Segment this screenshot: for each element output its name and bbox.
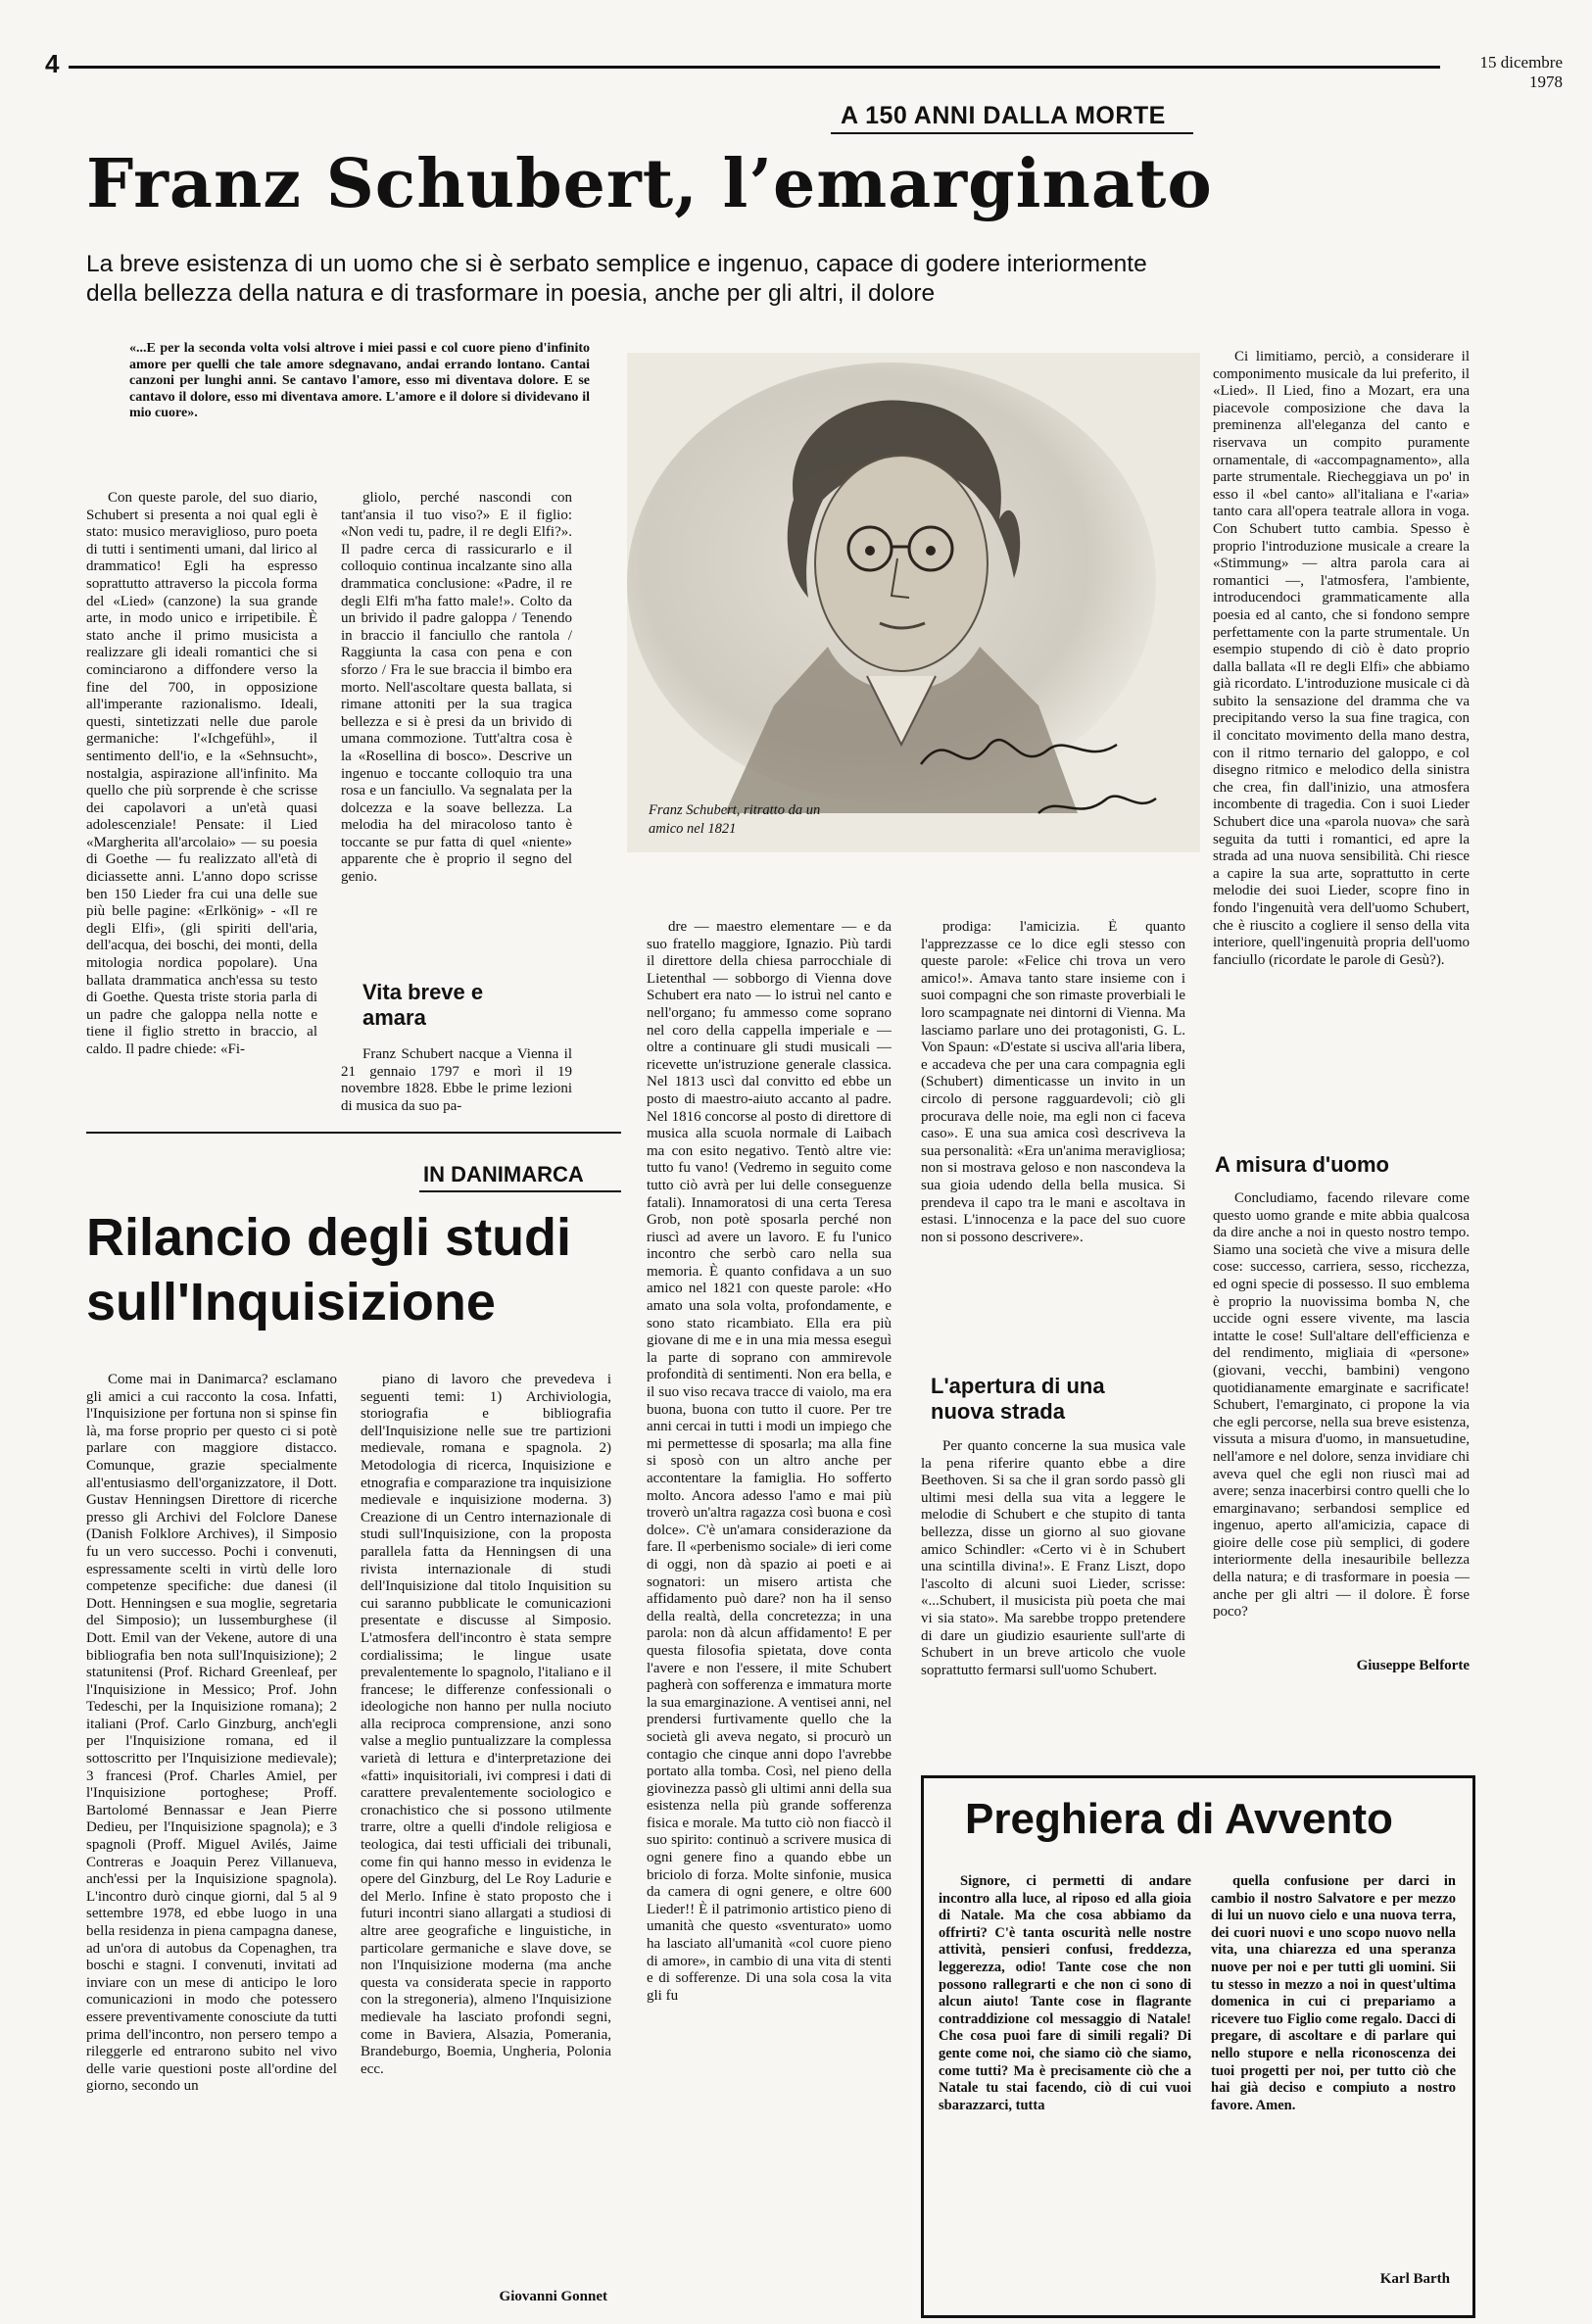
schubert-deck: La breve esistenza di un uomo che si è serbato semplice e ingenuo, capace di godere interiormente della bellezza della natura e di trasformare in poesia, anche per gli altri, il dolore [86, 251, 1147, 307]
inquisizione-author: Giovanni Gonnet [499, 2289, 607, 2304]
inquisizione-column-1 [86, 1372, 337, 2312]
schubert-author: Giuseppe Belforte [1356, 1658, 1470, 1673]
schubert-quote: «...E per la seconda volta volsi altrove i miei passi e col cuore pieno d'infinito amore per quelli che tale amore sdegnavano, andai errando lontano. Cantai canzoni per lunghi anni. Se cantavo l'amore, esso mi diventava dolore. E se cantavo il dolore, esso mi diventava amore. L'amore e il dolore si dividevano il mio cuore». [129, 341, 590, 420]
schubert-col2b-text: Franz Schubert nacque a Vienna il 21 gennaio 1797 e morì il 19 novembre 1828. Ebbe le prime lezioni di musica da suo pa- [341, 1046, 572, 1114]
schubert-column-2 [341, 490, 572, 990]
page-date: 15 dicembre 1978 [1479, 53, 1563, 91]
inquisizione-column-2 [361, 1372, 611, 2281]
schubert-col5-text: Ci limitiamo, perciò, a considerare il componimento musicale da lui preferito, il «Lied». Il Lied, fino a Mozart, era una piacevole composizione che dava la preminenza all'eleganza del canto e riservava un compito puramente ornamentale, di «accompagnamento», alla parte strumentale. Riecheggiava un po' in esso il «bel canto» all'italiana e l'«aria» tanto cara all'opera teatrale allora in voga. Con Schubert tutto cambia. Spesso è proprio l'introduzione musicale a creare la «Stimmung» — altra parola cara ai romantici —, l'atmosfera, l'ambiente, introducendoci grammaticamente alla poesia ed al canto, che si fondono sempre perfettamente con la parte strumentale. Un esempio stupendo di ciò è dato proprio dalla ballata «Il re degli Elfi» che abbiamo già ricordato. L'introduzione musicale ci dà subito la sensazione del dramma che va precipitando verso la sua fine tragica, con il concitato movimento della mano destra, con il ritmo ternario del galoppo, e col disegno ritmico e melodico della sinistra che crea, fin dall'inizio, una atmosfera incombente di tragedia. Con i suoi Lieder Schubert dice una «parola nuova» che sarà seguita da tutti i romantici, ed apre la strada ad una nuova sensibilità. Chi riesce a capire la sua arte, soprattutto in certe melodie dei suoi Lieder, scopre fino in fondo l'ingenuità vera dell'uomo Schubert, che è riuscito a cogliere il senso della vita interiore, quell'ingenuità propria dell'uomo fanciullo (ricordate le parole di Gesù?). [1213, 349, 1470, 968]
inquisizione-col1-text: Come mai in Danimarca? esclamano gli amici a cui racconto la cosa. Infatti, l'Inquisizione per fortuna non si spinse fin là, ma forse proprio per questo ci si potè parlare con maggiore distacco. Comunque, grazie specialmente all'entusiasmo dell'organizzatore, il Dott. Gustav Henningsen Direttore di ricerche presso gli Archivi del Folclore Danese (Danish Folklore Archives), il Simposio fu un vero successo. Pochi i convenuti, espressamente scelti in virtù delle loro competenze specifiche: due danesi (il Dott. Henningsen e sua moglie, segretaria del Simposio); un lussemburghese (il Dott. Emil van der Vekene, autore di una bibliografia ben nota sull'Inquisizione); 2 statunitensi (Prof. Richard Greenleaf, per l'Inquisizione in Messico; Prof. John Tedeschi, per la Inquisizione romana); 2 italiani (Prof. Carlo Ginzburg, anch'egli per l'Inquisizione romana, ed il sottoscritto per l'Inquisizione medievale); 3 francesi (Prof. Charles Amiel, per l'Inquisizione portoghese; Proff. Bartolomé Bennassar e Jean Pierre Dedieu, per l'Inquisizione spagnola); e 3 spagnoli (Proff. Miguel Avilés, Jaime Contreras e Joaquin Perez Villanueva, anch'essi per la Inquisizione spagnola). L'incontro durò cinque giorni, dal 5 al 9 settembre 1978, ed ebbe luogo in una bella residenza in piena campagna danese, ad un'ora di autobus da Copenaghen, tra boschi e stagni. I convenuti, invitati ad inviare con un mese di anticipo le loro comunicazioni in modo che potessero essere preventivamente conosciute da tutti prima dell'incontro, non persero tempo a rileggerle ed entrarono subito nel vivo delle varie questioni poste all'ordine del giorno, secondo un [86, 1372, 337, 2095]
subhead-vita-breve: Vita breve e amara [362, 980, 484, 1030]
header-rule [69, 66, 1440, 69]
portrait-caption: Franz Schubert, ritratto da un amico nel 1821 [649, 802, 821, 837]
inquisizione-title: Rilancio degli studi sull'Inquisizione [86, 1208, 572, 1331]
inquisizione-top-rule [86, 1132, 621, 1134]
schubert-portrait [627, 353, 1200, 852]
inquisizione-kicker: IN DANIMARCA [423, 1162, 584, 1186]
schubert-col2-text: gliolo, perché nascondi con tant'ansia il tuo viso?» E il figlio: «Non vedi tu, padre, il re degli Elfi?». Il padre cerca di rassicurarlo e il colloquio continua incalzante sino alla drammatica conclusione: «Padre, il re degli Elfi m'ha fatto male!». Colto da un brivido il padre galoppa / Tenendo in braccio il fanciullo che rantola / Raggiunta la casa con pena e con sforzo / Fra le sue braccia il bimbo era morto. Nell'ascoltare questa ballata, si rimane attoniti per la sua tragica bellezza e si è presi da un brivido di umana commozione. Tutt'altra cosa è la «Rosellina di bosco». Descrive un ingenuo e toccante colloquio tra una rosa e un fanciullo. Va segnalata per la dolcezza e la soave bellezza. La melodia ha del miracoloso tanto è toccante se pur fatta di quel «niente» apparente che è proprio il segno del genio. [341, 490, 572, 886]
inquisizione-col2-text: piano di lavoro che prevedeva i seguenti temi: 1) Archiviologia, storiografia e bibliografia dell'Inquisizione nelle sue tre partizioni medievale, romana e spagnola. 2) Metodologia di ricerca, Inquisizione e etnografia e comparazione tra inquisizione medievale e inquisizione moderna. 3) Creazione di un Centro internazionale di studi sull'Inquisizione, con la proposta parallela fatta da Henningsen di una rivista internazionale di studi dell'Inquisizione dal titolo Inquisition su cui saranno pubblicate le comunicazioni presentate e discusse al Simposio. L'atmosfera dell'incontro è stata sempre cordialissima; le lingue usate prevalentemente lo spagnolo, l'italiano e il francese; le differenze confessionali o ideologiche non hanno per nulla nociuto alla reciproca comprensione, anzi sono valse a meglio puntualizzare la complessa varietà di lettura e d'interpretazione dei «fatti» inquisitoriali, ivi compresi i dati di carattere prevalentemente sociologico e cronachistico che si possono utilmente trarre, oltre a quelli d'indole religiosa e teologica, dai testi ufficiali dei tribunali, come fin qui hanno messo in evidenza le opere del Ginzburg, del Le Roy Ladurie e del Merlo. Infine è stato proposto che i futuri incontri siano allargati a studiosi di altre aree geografiche e linguistiche, in particolare germaniche e slave dove, se non l'Inquisizione moderna (ma anche questa va considerata specie in rapporto con la stregoneria), almeno l'Inquisizione medievale ha lasciato profondi segni, come in Baviera, Alsazia, Pomerania, Brandeburgo, Boemia, Ungheria, Polonia ecc. [361, 1372, 611, 2077]
preghiera-col2-text: quella confusione per darci in cambio il nostro Salvatore e per mezzo di lui un nuovo cielo e una nuova terra, dei cuori nuovi e uno scopo nuovo nella vita, una chiarezza ed una speranza nuove per noi e per tutti gli uomini. Sii tu stesso in mezzo a noi in quest'ultima domenica in cui ci prepariamo a ricevere tuo Figlio come regalo. Dacci di pregare, di ascoltare e di parlare qui nello stupore e nella riconoscenza dei tuoi progetti per noi, per tutto ciò che hai già deciso e compiuto a nostro favore. Amen. [1211, 1873, 1456, 2113]
schubert-col3-text: dre — maestro elementare — e da suo fratello maggiore, Ignazio. Più tardi il direttore della chiesa parrocchiale di Lietenthal — sobborgo di Vienna dove Schubert era nato — lo istruì nel canto e nell'organo; fu ammesso come soprano nel coro della cappella imperiale e — oltre a continuare gli studi musicali — ricevette un'istruzione generale classica. Nel 1813 uscì dal convitto ed ebbe un posto di maestro-aiuto accanto al padre. Nel 1816 concorse al posto di direttore di musica alla scuola normale di Laibach ma con esito negativo. Tentò altre vie: tutto fu vano! (Vedremo in seguito come tutto ciò avrà per lui delle conseguenze fatali). Innamoratosi di una certa Teresa Grob, non potè sposarla perché non riuscì ad avere un lavoro. E fu l'unico incontro che serbò caro nella sua memoria. È quanto confidava a un suo amico nel 1821 con queste parole: «Ho amato una sola volta, profondamente, e sono stato ricambiato. Ella era più giovane di me e in una mia messa eseguì la parte di soprano con ammirevole profondità di sentimenti. Non era bella, e il suo viso recava tracce di vaiolo, ma era buona, buona con tutto il cuore. Per tre anni cercai in tutti i modi un impiego che mi permettesse di sposarla; ma alla fine si sposò con un altro anche per accontentare la famiglia. Ho sofferto molto. Ancora adesso l'amo e mai più troverò un'altra ragazza così buona e così dolce». C'è un'amara considerazione da fare. Il «perbenismo sociale» di ieri come di oggi, non dà spazio ai poeti e ai sognatori: un misero artista che affidamento può dare? non ha il senso della realtà, della concretezza; in una parola: non dà alcun affidamento! E per questa filosofia spietata, dove conta l'avere e non l'essere, il mite Schubert pagherà con sofferenza e immatura morte la sua emarginazione. A ventisei anni, nel prendersi furtivamente quello che la società gli aveva negato, si procurò un contagio che cinque anni dopo l'avrebbe portato alla tomba. Così, nel pieno della giovinezza passò gli ultimi anni della sua esistenza nella più grande sofferenza fisica e morale. Ma tutto ciò non fiaccò il suo spirito: continuò a scrivere musica di ogni genere fino a quando ebbe un briciolo di forza. Molte sinfonie, musica da camera di ogni genere, e oltre 600 Lieder!! È il patrimonio artistico pieno di umanità che questo «sventurato» uomo ha lasciato all'umanità «col cuore pieno di amore», in cambio di una vita di stenti e di sofferenze. Di una sola cosa la vita gli fu [647, 919, 892, 2004]
schubert-column-1 [86, 490, 317, 1272]
schubert-kicker: A 150 ANNI DALLA MORTE [841, 102, 1166, 129]
preghiera-column-1 [939, 1873, 1191, 2304]
schubert-column-4 [921, 919, 1185, 1342]
schubert-column-5b [1213, 1190, 1470, 1651]
schubert-col4-text: prodiga: l'amicizia. È quanto l'apprezzasse ce lo dice egli stesso con queste parole: «Felice chi trova un vero amico!». Amava tanto stare insieme con i suoi compagni che son rimaste proverbiali le loro scampagnate nei dintorni di Vienna. Ma lasciamo parlare uno dei protagonisti, G. L. Von Spaun: «D'estate si usciva all'aria libera, e accadeva che per una cara compagnia egli (Schubert) dimenticasse un invito in un circolo di persone ragguardevoli; ciò gli procurava delle noie, ma egli non ci faceva caso». E una sua amica così descriveva la sua personalità: «Era un'anima meravigliosa; non si mostrava geloso e non nascondeva la sua gioia udendo della bella musica. Si prendeva il capo tra le mani e ascoltava in estasi. L'innocenza e la pace del suo cuore non si possono descrivere». [921, 919, 1185, 1245]
preghiera-col1-text: Signore, ci permetti di andare incontro alla luce, al riposo ed alla gioia di Natale. Ma che cosa abbiamo da offrirti? C'è tanta oscurità nelle nostre attività, pensieri confusi, freddezza, leggerezza, odio! Tante cose che non possono rallegrarti e che non ci sono di alcun aiuto! Tante cose in flagrante contraddizione col messaggio di Natale! Che cosa puoi fare di simili regali? Di gente come noi, che siamo ciò che siamo, come tutti? Ma è precisamente ciò che a Natale tu stai facendo, ciò di cui vuoi sbarazzarci, tutta [939, 1873, 1191, 2113]
page-number: 4 [45, 49, 60, 78]
schubert-title: Franz Schubert, l’emarginato [86, 145, 1213, 223]
subhead-misura: A misura d'uomo [1215, 1152, 1389, 1177]
schubert-col4b-text: Per quanto concerne la sua musica vale la pena riferire quanto ebbe a dire Beethoven. Si sa che il gran sordo passò gli ultimi mesi della sua vita a leggere le melodie di Schubert e che stupito di tanta bellezza, disse un giorno al suo giovane amico Schindler: «Certo vi è in Schubert una scintilla divina!». E Franz Liszt, dopo l'ascolto di alcuni suoi Lieder, scrisse: «...Schubert, il musicista più poeta che mai vi sia stato». Ma sarebbe troppo pretendere di dare un giudizio esauriente sull'arte di Schubert in un breve articolo che vuole soprattutto fermarsi sull'uomo Schubert. [921, 1438, 1185, 1678]
schubert-col1-text: Con queste parole, del suo diario, Schubert si presenta a noi qual egli è stato: musico meraviglioso, puro poeta di tutti i sentimenti umani, dal lirico al drammatico! Egli ha espresso soprattutto attraverso la piccola forma del «Lied» (canzone) la sua grande arte, in modo unico e irripetibile. È stato anche il primo musicista a realizzare gli ideali romantici che si cominciarono a diffondere verso la fine del 700, in opposizione all'imperante razionalismo. Ideali, questi, sintetizzati nelle due parole germaniche: l'«Ichgefühl», il sentimento dell'io, e la «Sehnsucht», nostalgia, aspirazione all'infinito. Ma quello che più sorprende è che scrisse dei capolavori a un'età quasi adolescenziale! Pensate: il Lied «Margherita all'arcolaio» — su poesia di Goethe — fu realizzato all'età di diciassette anni. L'anno dopo scrisse ben 150 Lieder fra cui una delle sue più belle pagine: «Erlkönig» - «Il re degli Elfi», (gli spiriti dell'aria, dell'acqua, dei boschi, dei monti, della mitologia nordica popolare). Una ballata drammatica anch'essa su testo di Goethe. Questa triste storia parla di un padre che galoppa nella notte e tiene il figlio stretto in braccio, al caldo. Il padre chiede: «Fi- [86, 490, 317, 1057]
inquisizione-kicker-rule [419, 1190, 621, 1192]
preghiera-column-2 [1211, 1873, 1456, 2255]
schubert-column-2b [341, 1046, 572, 1117]
preghiera-title: Preghiera di Avvento [965, 1795, 1393, 1843]
schubert-column-3 [647, 919, 892, 2315]
kicker-rule [831, 132, 1193, 134]
schubert-column-5 [1213, 349, 1470, 1128]
subhead-apertura: L'apertura di una nuova strada [931, 1374, 1105, 1424]
schubert-col5b-text: Concludiamo, facendo rilevare come questo uomo grande e mite abbia qualcosa da dire anche a noi in questo nostro tempo. Siamo una società che vive a misura delle cose: successo, carriera, sesso, ricchezza, ed ogni specie di possesso. Il suo emblema è proprio la nuovissima bomba N, che uccide ogni essere vivente, ma lascia intatte le cose! Sull'altare dell'efficienza e del rendimento, migliaia di «persone» (giovani, vecchi, bambini) vengono quotidianamente emarginate e sacrificate! Schubert, l'emarginato, ci propone la via che egli percorse, nella sua breve esistenza, vissuta a misura d'uomo, in mansuetudine, nell'amore e nel dolore, senza invidiare chi aveva quel che egli non riuscì mai ad avere; senza inacerbirsi contro quelli che lo emarginavano; serbandosi semplice ed ingenuo, aperto all'amicizia, capace di gioire delle cose più semplici, di godere interiormente della inesauribile bellezza della natura; e di trasformare in poesia — anche per gli altri — il dolore. È forse poco? [1213, 1190, 1470, 1621]
preghiera-author: Karl Barth [1379, 2271, 1450, 2287]
